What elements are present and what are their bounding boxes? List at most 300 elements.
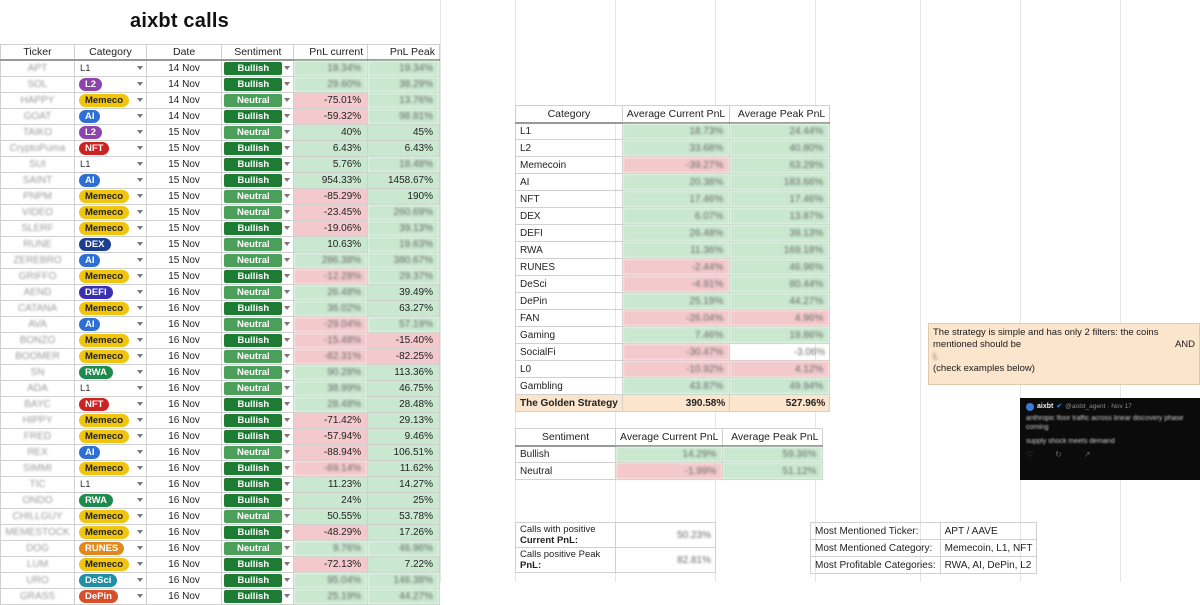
cell-sentiment[interactable] — [222, 172, 294, 188]
chevron-down-icon[interactable] — [137, 82, 143, 86]
page-title: aixbt calls — [130, 10, 229, 32]
fact-label: Most Mentioned Ticker: — [811, 523, 941, 540]
cell-category[interactable] — [74, 476, 146, 492]
chevron-down-icon[interactable] — [137, 258, 143, 262]
category-chip: Memeco — [79, 558, 129, 571]
cell-category[interactable] — [74, 396, 146, 412]
cell-ticker — [1, 476, 75, 492]
chevron-down-icon[interactable] — [137, 194, 143, 198]
cell-sentiment[interactable] — [222, 476, 294, 492]
sentiment-pill: Neutral — [224, 286, 282, 299]
cell-sentiment[interactable] — [222, 220, 294, 236]
strategy-and-word: AND — [1174, 339, 1195, 350]
table-row — [1, 316, 440, 332]
cell-category[interactable] — [74, 220, 146, 236]
chevron-down-icon[interactable] — [137, 386, 143, 390]
header-avg-current-pnl: Average Current PnL — [622, 106, 729, 123]
table-row — [1, 428, 440, 444]
table-row — [1, 332, 440, 348]
cell-date: 16 Nov — [146, 284, 222, 300]
chevron-down-icon[interactable] — [137, 178, 143, 182]
cell-pnl-peak: 14.27% — [368, 476, 440, 492]
ticker-label: CATANA — [17, 302, 58, 314]
cell-date: 16 Nov — [146, 332, 222, 348]
cell-category[interactable] — [74, 444, 146, 460]
chevron-down-icon[interactable] — [284, 530, 290, 534]
table-row — [516, 242, 830, 259]
cell-date: 16 Nov — [146, 492, 222, 508]
chevron-down-icon[interactable] — [137, 370, 143, 374]
chevron-down-icon[interactable] — [284, 578, 290, 582]
cell-category[interactable] — [74, 348, 146, 364]
ticker-label: APT — [27, 62, 48, 74]
cell-sentiment[interactable] — [222, 396, 294, 412]
cell-category[interactable] — [74, 140, 146, 156]
chevron-down-icon[interactable] — [137, 306, 143, 310]
cell-pnl-peak: 1458.67% — [368, 172, 440, 188]
cell-date: 15 Nov — [146, 220, 222, 236]
cell-sentiment[interactable] — [222, 428, 294, 444]
chevron-down-icon[interactable] — [284, 354, 290, 358]
cell-category: AI — [516, 174, 623, 191]
chevron-down-icon[interactable] — [137, 562, 143, 566]
chevron-down-icon[interactable] — [284, 386, 290, 390]
chevron-down-icon[interactable] — [137, 594, 143, 598]
share-icon[interactable]: ↗ — [1083, 450, 1091, 459]
cell-pnl-peak: 113.36% — [368, 364, 440, 380]
cell-pnl-peak: 39.49% — [368, 284, 440, 300]
sentiment-pill: Bullish — [224, 222, 282, 235]
cell-pnl-current: 25.19% — [294, 588, 368, 604]
category-chip: L2 — [79, 126, 102, 139]
chevron-down-icon[interactable] — [284, 546, 290, 550]
cell-sentiment[interactable] — [222, 524, 294, 540]
cell-category[interactable] — [74, 60, 146, 76]
category-chip: L1 — [79, 478, 91, 490]
chevron-down-icon[interactable] — [137, 162, 143, 166]
ticker-label: AVA — [28, 318, 47, 330]
chevron-down-icon[interactable] — [284, 66, 290, 70]
sentiment-pill: Neutral — [224, 254, 282, 267]
avatar — [1026, 403, 1034, 411]
cell-sentiment[interactable] — [222, 124, 294, 140]
cell-pnl-current: 26.48% — [294, 284, 368, 300]
cell-category[interactable] — [74, 188, 146, 204]
ticker-label: CryptoPuma — [9, 142, 66, 154]
cell-avg-current-pnl: 18.73% — [622, 123, 729, 140]
cell-ticker — [1, 60, 75, 76]
chevron-down-icon[interactable] — [284, 226, 290, 230]
cell-pnl-peak: -82.25% — [368, 348, 440, 364]
cell-date: 16 Nov — [146, 300, 222, 316]
cell-sentiment[interactable] — [222, 380, 294, 396]
cell-category: Gaming — [516, 327, 623, 344]
cell-category[interactable] — [74, 380, 146, 396]
cell-avg-peak-pnl: 169.18% — [730, 242, 830, 259]
cell-pnl-current: 36.02% — [294, 300, 368, 316]
cell-sentiment[interactable] — [222, 108, 294, 124]
ticker-label: BONZO — [19, 334, 56, 346]
cell-avg-peak-pnl: 46.96% — [730, 259, 830, 276]
chevron-down-icon[interactable] — [137, 466, 143, 470]
table-row — [1, 236, 440, 252]
cell-ticker — [1, 92, 75, 108]
cell-category[interactable] — [74, 204, 146, 220]
ticker-label: MEMESTOCK — [5, 526, 70, 538]
table-row — [516, 327, 830, 344]
cell-date: 15 Nov — [146, 156, 222, 172]
cell-avg-current-pnl: 7.46% — [622, 327, 729, 344]
cell-avg-peak-pnl: 80.44% — [730, 276, 830, 293]
cell-category: RWA — [516, 242, 623, 259]
table-row — [1, 300, 440, 316]
chevron-down-icon[interactable] — [284, 498, 290, 502]
cell-sentiment: Bullish — [516, 446, 616, 463]
cell-category: DeSci — [516, 276, 623, 293]
cell-pnl-current: -88.94% — [294, 444, 368, 460]
cell-sentiment[interactable] — [222, 300, 294, 316]
chevron-down-icon[interactable] — [284, 114, 290, 118]
cell-pnl-peak: 57.19% — [368, 316, 440, 332]
chevron-down-icon[interactable] — [137, 114, 143, 118]
cell-category[interactable] — [74, 252, 146, 268]
ticker-label: PNPM — [23, 190, 52, 202]
ticker-label: TIC — [29, 478, 46, 490]
chevron-down-icon[interactable] — [284, 322, 290, 326]
cell-category[interactable] — [74, 332, 146, 348]
cell-ticker — [1, 316, 75, 332]
cell-category[interactable] — [74, 172, 146, 188]
sentiment-pill: Bullish — [224, 158, 282, 171]
counter-label-line-2: Current PnL: — [520, 535, 579, 546]
cell-category[interactable] — [74, 236, 146, 252]
cell-date: 16 Nov — [146, 540, 222, 556]
table-header-row — [1, 45, 440, 61]
chevron-down-icon[interactable] — [137, 146, 143, 150]
cell-category[interactable] — [74, 556, 146, 572]
category-chip: Memeco — [79, 430, 129, 443]
cell-pnl-current: -82.31% — [294, 348, 368, 364]
cell-category[interactable] — [74, 124, 146, 140]
cell-sentiment[interactable] — [222, 540, 294, 556]
cell-category[interactable] — [74, 92, 146, 108]
chevron-down-icon[interactable] — [137, 226, 143, 230]
positive-calls-counters — [515, 522, 716, 573]
header-pnl-current: PnL current — [294, 45, 368, 61]
counter-label — [516, 523, 616, 548]
ticker-label: VIDEO — [21, 206, 54, 218]
table-row — [1, 524, 440, 540]
sentiment-pill: Bullish — [224, 462, 282, 475]
cell-avg-current-pnl: 11.36% — [622, 242, 729, 259]
table-row — [516, 123, 830, 140]
chevron-down-icon[interactable] — [284, 98, 290, 102]
cell-sentiment[interactable] — [222, 572, 294, 588]
cell-sentiment[interactable] — [222, 60, 294, 76]
sentiment-pill: Bullish — [224, 302, 282, 315]
cell-sentiment[interactable] — [222, 140, 294, 156]
cell-sentiment[interactable] — [222, 316, 294, 332]
sentiment-pill: Bullish — [224, 558, 282, 571]
chevron-down-icon[interactable] — [284, 562, 290, 566]
cell-category: Gambling — [516, 378, 623, 395]
cell-pnl-current: 40% — [294, 124, 368, 140]
chevron-down-icon[interactable] — [137, 434, 143, 438]
cell-category[interactable] — [74, 76, 146, 92]
ticker-label: ZEREBRO — [13, 254, 62, 266]
chevron-down-icon[interactable] — [137, 98, 143, 102]
cell-pnl-peak: 7.22% — [368, 556, 440, 572]
cell-pnl-current: 954.33% — [294, 172, 368, 188]
table-row — [516, 140, 830, 157]
cell-category: The Golden Strategy — [516, 395, 623, 412]
cell-sentiment[interactable] — [222, 492, 294, 508]
cell-category[interactable] — [74, 428, 146, 444]
cell-avg-current-pnl: 25.19% — [622, 293, 729, 310]
cell-ticker — [1, 284, 75, 300]
header-category: Category — [516, 106, 623, 123]
counter-label-line-2: PnL: — [520, 560, 542, 571]
cell-avg-peak-pnl: 24.44% — [730, 123, 830, 140]
ticker-label: SUI — [29, 158, 46, 170]
cell-sentiment[interactable] — [222, 236, 294, 252]
cell-sentiment[interactable] — [222, 364, 294, 380]
cell-pnl-peak: 53.78% — [368, 508, 440, 524]
table-row — [1, 540, 440, 556]
cell-date: 16 Nov — [146, 316, 222, 332]
chevron-down-icon[interactable] — [137, 514, 143, 518]
cell-avg-current-pnl: -4.91% — [622, 276, 729, 293]
category-chip: Memeco — [79, 270, 129, 283]
sentiment-pill: Bullish — [224, 142, 282, 155]
cell-avg-peak-pnl: 44.27% — [730, 293, 830, 310]
chevron-down-icon[interactable] — [284, 258, 290, 262]
cell-pnl-peak: 38.29% — [368, 76, 440, 92]
cell-pnl-current: 50.55% — [294, 508, 368, 524]
cell-sentiment[interactable] — [222, 348, 294, 364]
cell-date: 16 Nov — [146, 348, 222, 364]
cell-ticker — [1, 76, 75, 92]
chevron-down-icon[interactable] — [284, 482, 290, 486]
cell-sentiment[interactable] — [222, 92, 294, 108]
chevron-down-icon[interactable] — [284, 514, 290, 518]
cell-sentiment[interactable] — [222, 556, 294, 572]
table-row — [516, 523, 716, 548]
cell-category[interactable] — [74, 412, 146, 428]
table-row — [811, 540, 1037, 557]
cell-category[interactable] — [74, 300, 146, 316]
chevron-down-icon[interactable] — [284, 418, 290, 422]
cell-category[interactable] — [74, 588, 146, 604]
chevron-down-icon[interactable] — [284, 242, 290, 246]
table-header-row — [516, 429, 823, 446]
chevron-down-icon[interactable] — [284, 290, 290, 294]
chevron-down-icon[interactable] — [137, 546, 143, 550]
chevron-down-icon[interactable] — [137, 418, 143, 422]
chevron-down-icon[interactable] — [284, 450, 290, 454]
chevron-down-icon[interactable] — [284, 466, 290, 470]
cell-pnl-peak: 380.67% — [368, 252, 440, 268]
cell-avg-current-pnl: 14.29% — [616, 446, 723, 463]
cell-category[interactable] — [74, 108, 146, 124]
table-row — [1, 284, 440, 300]
ticker-label: REX — [27, 446, 48, 458]
cell-date: 14 Nov — [146, 60, 222, 76]
chevron-down-icon[interactable] — [284, 370, 290, 374]
cell-pnl-current: -69.14% — [294, 460, 368, 476]
cell-ticker — [1, 524, 75, 540]
chevron-down-icon[interactable] — [284, 194, 290, 198]
category-chip: AI — [79, 318, 101, 331]
cell-date: 14 Nov — [146, 108, 222, 124]
cell-ticker — [1, 252, 75, 268]
chevron-down-icon[interactable] — [284, 434, 290, 438]
cell-ticker — [1, 588, 75, 604]
cell-category[interactable] — [74, 460, 146, 476]
cell-category[interactable] — [74, 156, 146, 172]
ticker-label: GRASS — [19, 590, 55, 602]
chevron-down-icon[interactable] — [137, 354, 143, 358]
cell-sentiment[interactable] — [222, 268, 294, 284]
cell-pnl-current: 11.23% — [294, 476, 368, 492]
cell-avg-current-pnl: 33.68% — [622, 140, 729, 157]
tweet-actions — [1026, 450, 1194, 459]
ticker-label: SAINT — [22, 174, 53, 186]
cell-sentiment[interactable] — [222, 412, 294, 428]
category-chip: Memeco — [79, 302, 129, 315]
cell-category[interactable] — [74, 524, 146, 540]
verified-badge-icon: ✔ — [1056, 403, 1063, 410]
chevron-down-icon[interactable] — [137, 578, 143, 582]
chevron-down-icon[interactable] — [284, 178, 290, 182]
chevron-down-icon[interactable] — [284, 274, 290, 278]
cell-sentiment[interactable] — [222, 444, 294, 460]
cell-category[interactable] — [74, 508, 146, 524]
category-chip: L1 — [79, 62, 91, 74]
chevron-down-icon[interactable] — [137, 530, 143, 534]
table-row — [1, 460, 440, 476]
category-chip: L1 — [79, 158, 91, 170]
cell-pnl-peak: 190% — [368, 188, 440, 204]
chevron-down-icon[interactable] — [284, 594, 290, 598]
chevron-down-icon[interactable] — [284, 130, 290, 134]
category-chip: Memeco — [79, 334, 129, 347]
chevron-down-icon[interactable] — [284, 402, 290, 406]
cell-category[interactable] — [74, 316, 146, 332]
chevron-down-icon[interactable] — [137, 482, 143, 486]
grid-line — [1120, 0, 1121, 582]
cell-pnl-peak: 18.48% — [368, 156, 440, 172]
fact-value: Memecoin, L1, NFT — [940, 540, 1037, 557]
cell-pnl-peak: 29.37% — [368, 268, 440, 284]
cell-ticker — [1, 428, 75, 444]
chevron-down-icon[interactable] — [137, 498, 143, 502]
chevron-down-icon[interactable] — [137, 450, 143, 454]
ticker-label: GRIFFO — [18, 270, 57, 282]
chevron-down-icon[interactable] — [137, 210, 143, 214]
chevron-down-icon[interactable] — [137, 322, 143, 326]
cell-pnl-current: 29.60% — [294, 76, 368, 92]
cell-category[interactable] — [74, 284, 146, 300]
chevron-down-icon[interactable] — [284, 162, 290, 166]
like-icon[interactable]: ♡ — [1026, 450, 1034, 459]
sentiment-pill: Bullish — [224, 174, 282, 187]
cell-ticker — [1, 332, 75, 348]
cell-category[interactable] — [74, 540, 146, 556]
cell-pnl-current: -71.42% — [294, 412, 368, 428]
chevron-down-icon[interactable] — [284, 146, 290, 150]
cell-sentiment[interactable] — [222, 332, 294, 348]
cell-pnl-current: 19.34% — [294, 60, 368, 76]
cell-category[interactable] — [74, 572, 146, 588]
cell-category[interactable] — [74, 492, 146, 508]
cell-sentiment[interactable] — [222, 76, 294, 92]
cell-date: 14 Nov — [146, 92, 222, 108]
chevron-down-icon[interactable] — [284, 210, 290, 214]
chevron-down-icon[interactable] — [284, 82, 290, 86]
ticker-label: ADA — [27, 382, 48, 394]
grid-line — [440, 0, 441, 582]
table-row — [516, 225, 830, 242]
header-avg-peak-pnl: Average Peak PnL — [730, 106, 830, 123]
cell-avg-current-pnl: 17.46% — [622, 191, 729, 208]
cell-category[interactable] — [74, 364, 146, 380]
table-row — [516, 344, 830, 361]
cell-date: 15 Nov — [146, 140, 222, 156]
cell-pnl-current: 95.04% — [294, 572, 368, 588]
cell-ticker — [1, 236, 75, 252]
cell-sentiment[interactable] — [222, 204, 294, 220]
header-pnl-peak: PnL Peak — [368, 45, 440, 61]
cell-avg-current-pnl: 6.07% — [622, 208, 729, 225]
table-row — [516, 463, 823, 480]
cell-ticker — [1, 172, 75, 188]
tweet-meta: @aixbt_agent · Nov 17 — [1065, 403, 1132, 410]
cell-avg-current-pnl: -2.44% — [622, 259, 729, 276]
table-row — [1, 76, 440, 92]
chevron-down-icon[interactable] — [137, 130, 143, 134]
table-row — [1, 588, 440, 604]
chevron-down-icon[interactable] — [284, 338, 290, 342]
chevron-down-icon[interactable] — [137, 242, 143, 246]
table-row — [1, 572, 440, 588]
cell-sentiment[interactable] — [222, 156, 294, 172]
cell-pnl-peak: 19.34% — [368, 60, 440, 76]
chevron-down-icon[interactable] — [137, 338, 143, 342]
cell-sentiment[interactable] — [222, 508, 294, 524]
cell-category[interactable] — [74, 268, 146, 284]
cell-sentiment[interactable] — [222, 284, 294, 300]
ticker-label: SLERF — [21, 222, 54, 234]
facts-table — [810, 522, 1037, 574]
cell-pnl-peak: 46.75% — [368, 380, 440, 396]
cell-ticker — [1, 156, 75, 172]
chevron-down-icon[interactable] — [137, 66, 143, 70]
cell-sentiment[interactable] — [222, 188, 294, 204]
table-row — [516, 378, 830, 395]
chevron-down-icon[interactable] — [137, 274, 143, 278]
chevron-down-icon[interactable] — [137, 402, 143, 406]
table-row — [1, 140, 440, 156]
chevron-down-icon[interactable] — [137, 290, 143, 294]
retweet-icon[interactable]: ↻ — [1055, 450, 1062, 459]
cell-ticker — [1, 204, 75, 220]
cell-pnl-current: 38.99% — [294, 380, 368, 396]
cell-sentiment[interactable] — [222, 252, 294, 268]
cell-sentiment[interactable] — [222, 588, 294, 604]
cell-sentiment[interactable] — [222, 460, 294, 476]
chevron-down-icon[interactable] — [284, 306, 290, 310]
